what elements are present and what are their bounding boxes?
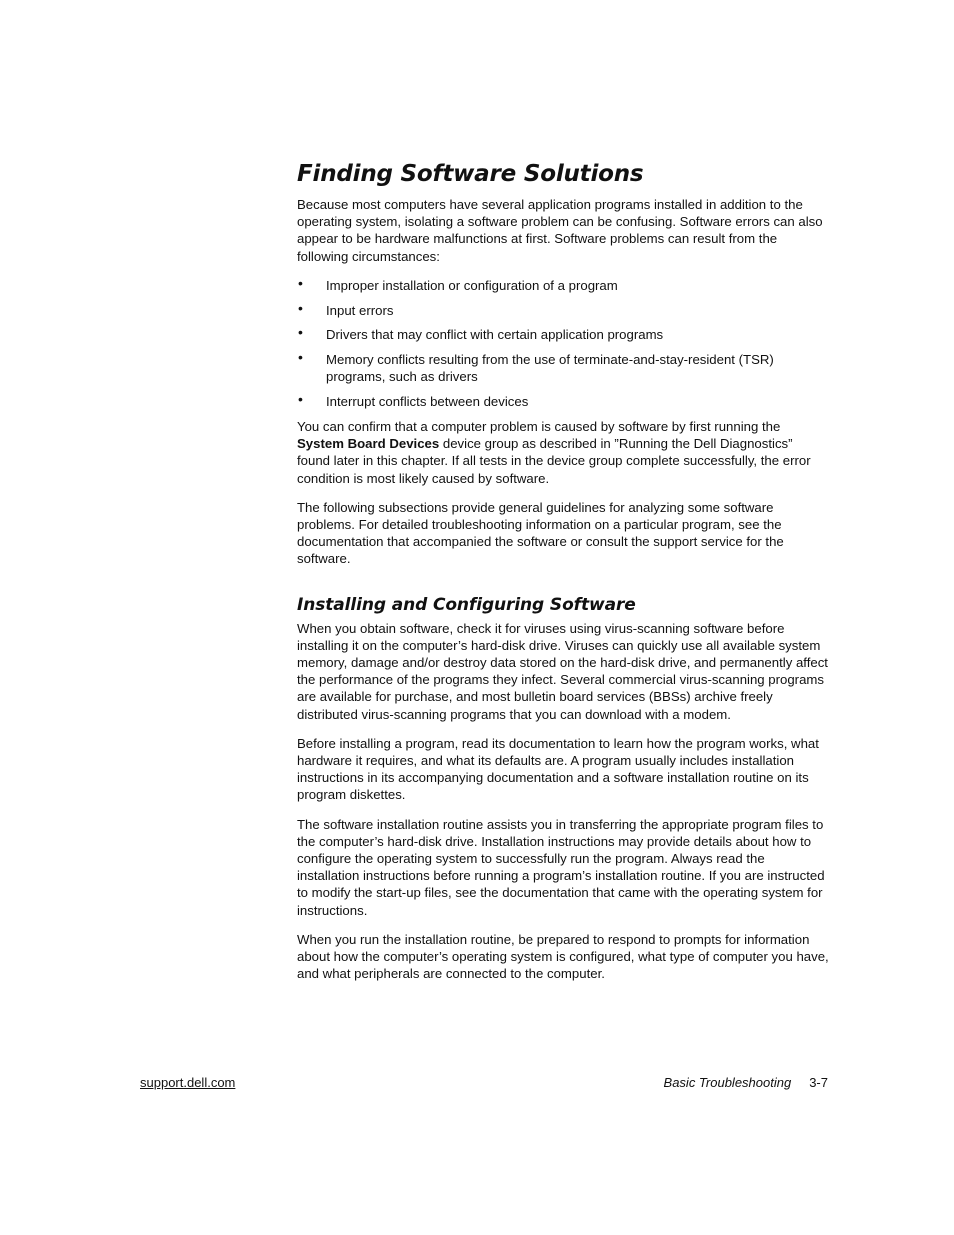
- list-item: • Memory conflicts resulting from the use of terminate-and-stay-resident (TSR) programs, such as drivers: [298, 349, 774, 385]
- bullet-icon: •: [298, 324, 303, 341]
- list-item: • Input errors: [298, 299, 394, 318]
- list-item: • Drivers that may conflict with certain application programs: [298, 324, 664, 343]
- bullet-icon: •: [298, 299, 303, 316]
- bullet-icon: •: [298, 349, 303, 366]
- confirm-paragraph: You can confirm that a computer problem is caused by software by first running the System Board Devices device group as described in ”Running the Dell Diagnostics” found later in this chapter. If all tests in the device group complete successfully, the error condition is most likely caused by software.: [297, 419, 811, 486]
- page-number: 3-7: [809, 1075, 828, 1090]
- bullet-icon: •: [298, 274, 303, 291]
- intro-paragraph: Because most computers have several application programs installed in addition to the operating system, isolating a software problem can be confusing. Software errors can also appear to be hardware malfunctions at first. Software problems can result from the following circumstances:: [297, 197, 823, 264]
- bullet-icon: •: [298, 391, 303, 408]
- list-item: • Interrupt conflicts between devices: [298, 391, 529, 410]
- page-footer: [664, 1074, 828, 1091]
- device-group-name: System Board Devices: [297, 436, 440, 452]
- section-title: Finding Software Solutions: [297, 161, 644, 187]
- guidelines-paragraph: The following subsections provide general guidelines for analyzing some software problems. For detailed troubleshooting information on a particular program, see the documentation that accompanied the software or consult the support service for the software.: [297, 499, 784, 567]
- documentation-paragraph: Before installing a program, read its documentation to learn how the program works, what hardware it requires, and what its defaults are. A program usually includes installation instructions in its accompanying documentation and a software installation routine on its program diskettes.: [297, 735, 819, 803]
- chapter-name: Basic Troubleshooting: [663, 1075, 792, 1090]
- virus-paragraph: When you obtain software, check it for viruses using virus-scanning software before installing it on the computer’s hard-disk drive. Viruses can quickly use all available system memory, damage and/or destroy data stored on the hard-disk drive, and permanently affect the performance of the programs they infect. Several commercial virus-scanning programs are available for purchase, and most bulletin board services (BBSs) archive freely distributed virus-scanning programs that you can download with a modem.: [297, 620, 828, 722]
- prompts-paragraph: When you run the installation routine, be prepared to respond to prompts for information about how the computer’s operating system is configured, what type of computer you have, and what peripherals are connected to the computer.: [297, 931, 829, 982]
- page-content: [297, 158, 829, 994]
- support-link[interactable]: support.dell.com: [140, 1075, 236, 1090]
- subsection-title: Installing and Configuring Software: [297, 594, 636, 615]
- circumstances-list: [297, 274, 829, 411]
- installation-routine-paragraph: The software installation routine assists you in transferring the appropriate program files to the computer’s hard-disk drive. Installation instructions may provide details about how to configure the operating system to successfully run the program. Always read the installation instructions before running a program’s installation routine. If you are instructed to modify the start-up files, see the documentation that came with the operating system for instructions.: [297, 816, 825, 918]
- list-item: • Improper installation or configuration of a program: [298, 274, 618, 293]
